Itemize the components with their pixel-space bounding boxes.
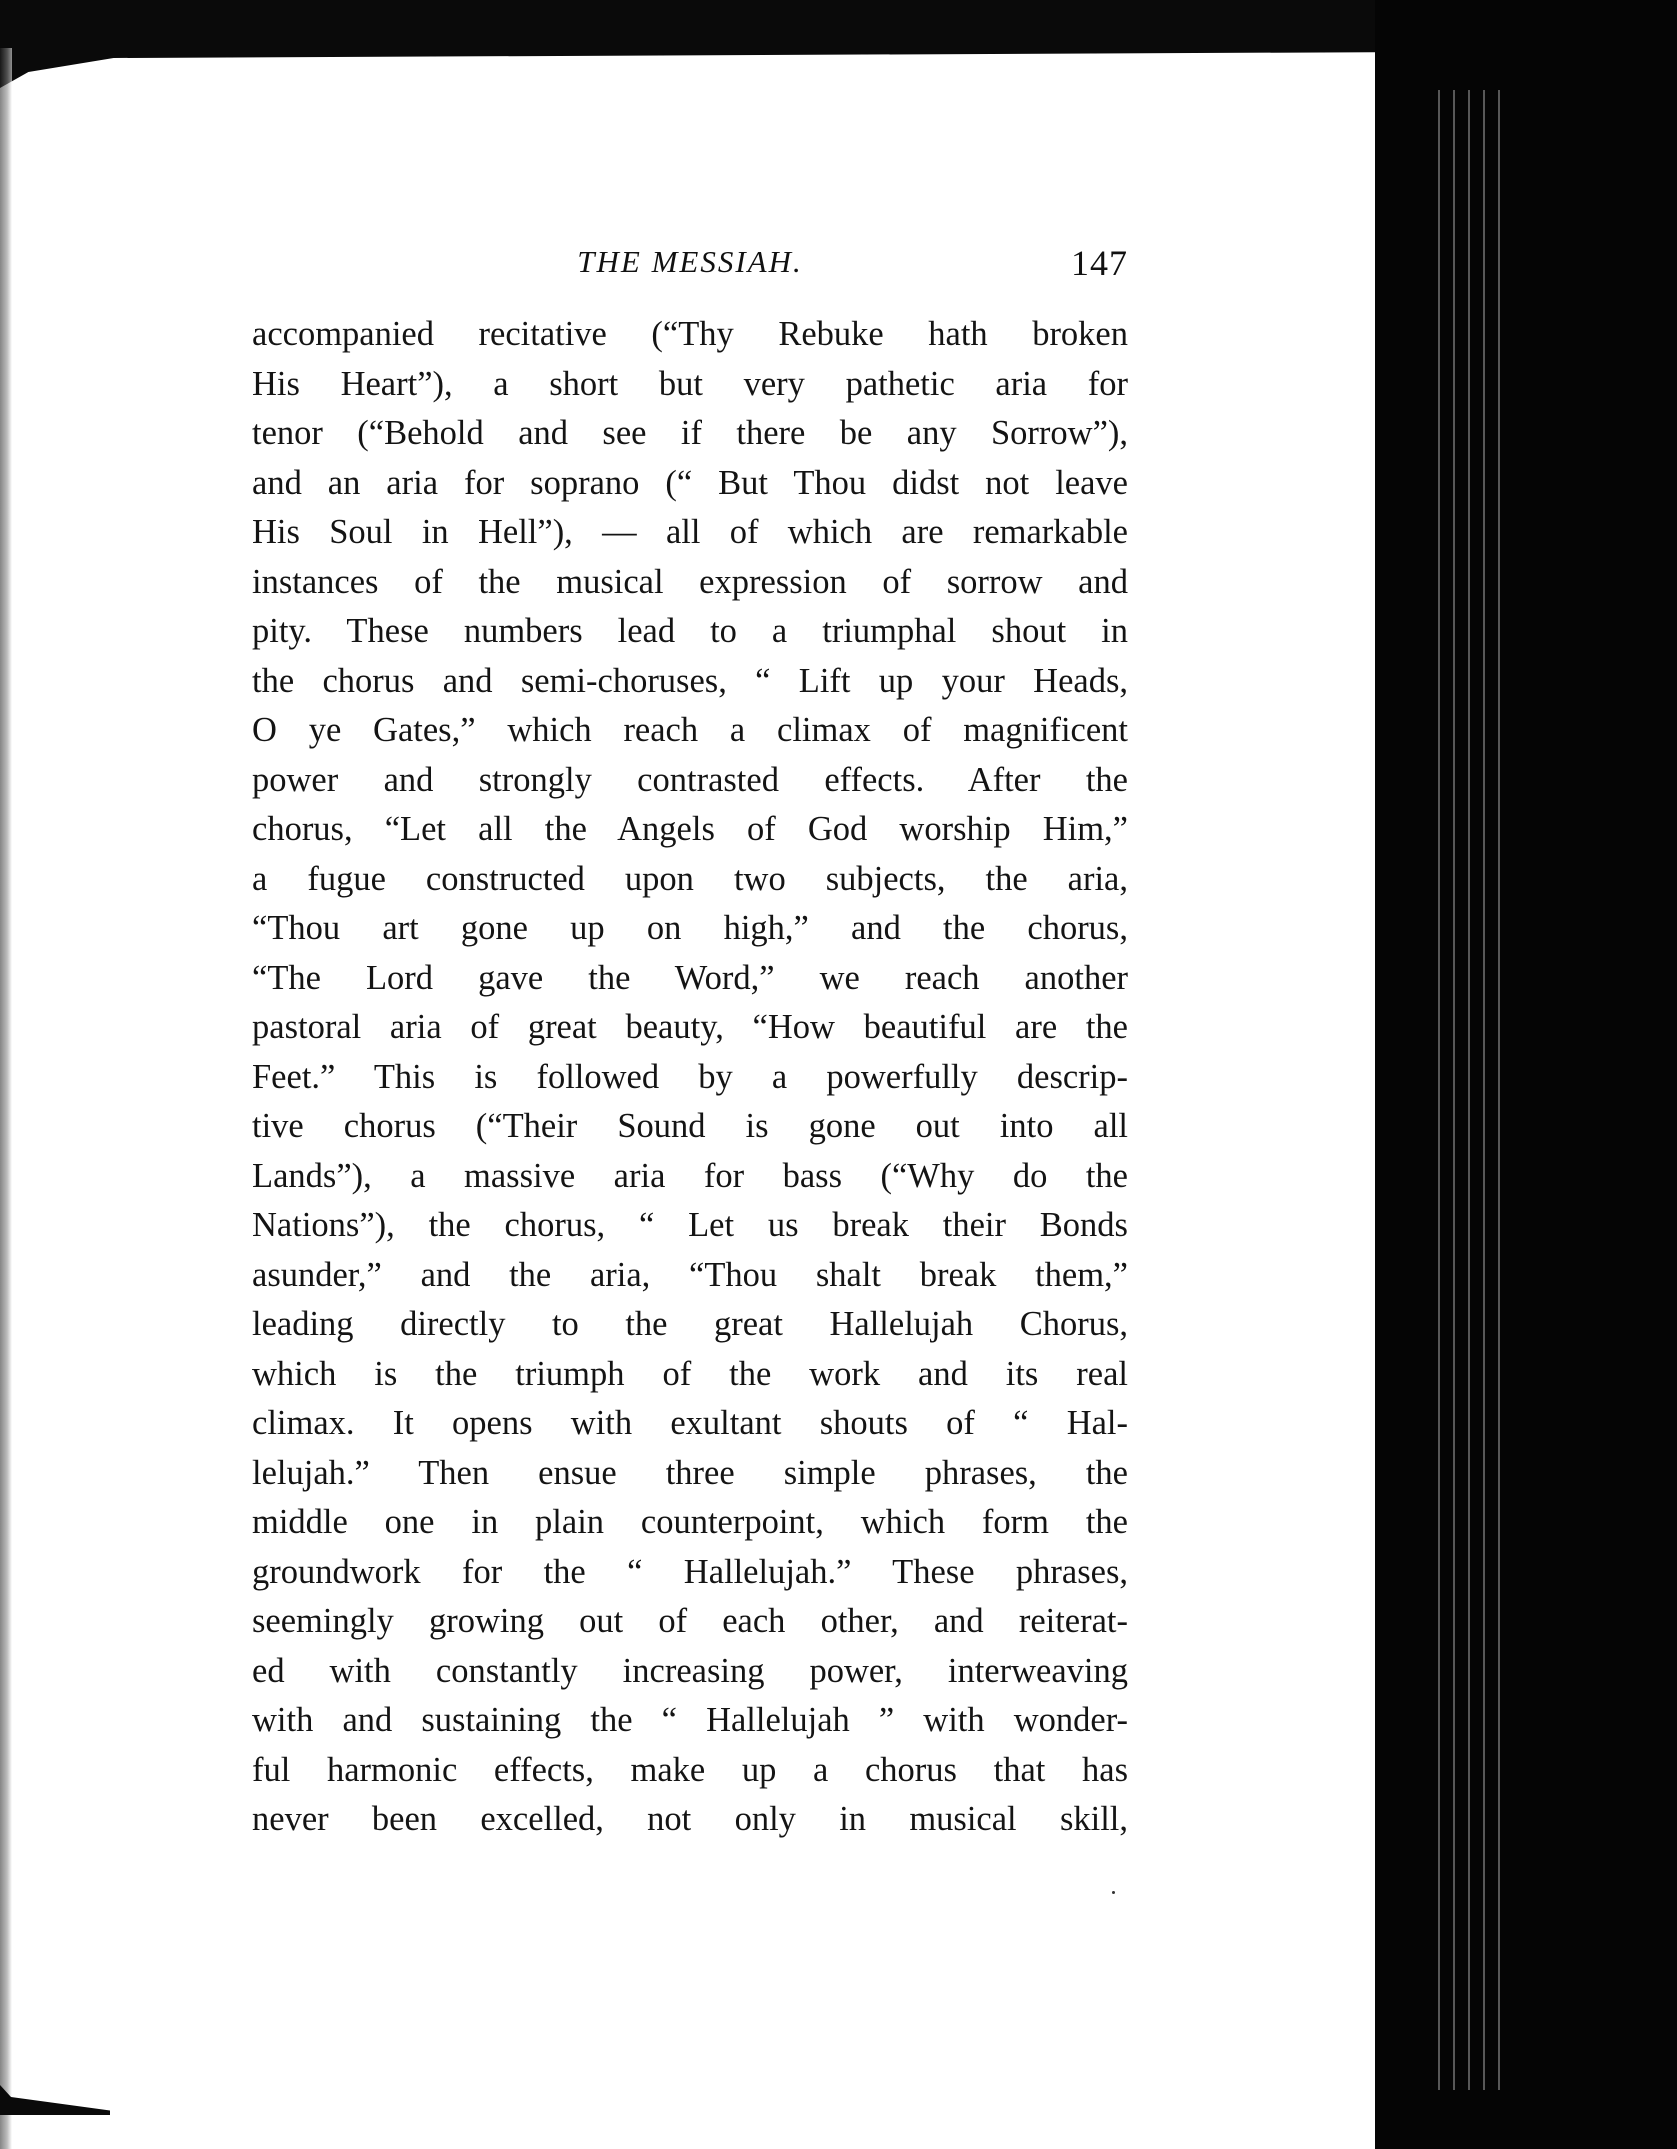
text-line: instances of the musical expression of sorrow and (252, 562, 1128, 601)
running-head (252, 236, 1128, 294)
text-line: Lands”), a massive aria for bass (“Why do the (252, 1156, 1128, 1195)
scan-speck (1112, 1891, 1115, 1894)
text-line: climax. It opens with exultant shouts of “ Hal- (252, 1404, 1128, 1442)
text-line: “Thou art gone up on high,” and the chorus, (252, 909, 1128, 947)
text-line: and an aria for soprano (“ But Thou didst not leave (252, 463, 1128, 502)
page-content (252, 236, 1128, 1845)
text-line: pastoral aria of great beauty, “How beautiful are the (252, 1008, 1128, 1046)
text-line: “The Lord gave the Word,” we reach another (252, 958, 1128, 997)
text-line: with and sustaining the “ Hallelujah ” with wonder- (252, 1701, 1128, 1739)
text-line: His Soul in Hell”), — all of which are remarkable (252, 513, 1128, 551)
running-title: THE MESSIAH. (577, 244, 803, 279)
body-text (252, 310, 1128, 1845)
text-line: Feet.” This is followed by a powerfully descrip- (252, 1057, 1128, 1096)
text-line: accompanied recitative (“Thy Rebuke hath broken (252, 315, 1128, 353)
text-line: the chorus and semi-choruses, “ Lift up your Heads, (252, 661, 1128, 700)
text-line: O ye Gates,” which reach a climax of magnificent (252, 711, 1128, 749)
text-line: which is the triumph of the work and its real (252, 1354, 1128, 1393)
text-line: middle one in plain counterpoint, which form the (252, 1503, 1128, 1541)
text-line: seemingly growing out of each other, and reiterat- (252, 1602, 1128, 1640)
text-line: asunder,” and the aria, “Thou shalt break them,” (252, 1255, 1128, 1294)
text-line: a fugue constructed upon two subjects, the aria, (252, 859, 1128, 898)
scan-left-edge (0, 48, 12, 2149)
text-line: His Heart”), a short but very pathetic aria for (252, 364, 1128, 403)
text-line: Nations”), the chorus, “ Let us break their Bonds (252, 1206, 1128, 1244)
text-line: lelujah.” Then ensue three simple phrases, the (252, 1453, 1128, 1492)
text-line: groundwork for the “ Hallelujah.” These phrases, (252, 1552, 1128, 1591)
text-line: tive chorus (“Their Sound is gone out into all (252, 1107, 1128, 1145)
scan-bottom-corner (0, 2085, 110, 2115)
text-line: chorus, “Let all the Angels of God worship Him,” (252, 810, 1128, 848)
scan-right-border (1375, 0, 1677, 2149)
text-line: pity. These numbers lead to a triumphal shout in (252, 612, 1128, 650)
text-line: ed with constantly increasing power, interweaving (252, 1651, 1128, 1690)
book-spine-edge (1432, 90, 1502, 2090)
page-number: 147 (1071, 243, 1128, 283)
text-line: leading directly to the great Hallelujah Chorus, (252, 1305, 1128, 1343)
text-line: tenor (“Behold and see if there be any Sorrow”), (252, 414, 1128, 452)
page-curl-shadow (0, 48, 1420, 88)
text-line: ful harmonic effects, make up a chorus that has (252, 1750, 1128, 1789)
text-line: never been excelled, not only in musical skill, (252, 1800, 1128, 1838)
text-line: power and strongly contrasted effects. After the (252, 760, 1128, 799)
